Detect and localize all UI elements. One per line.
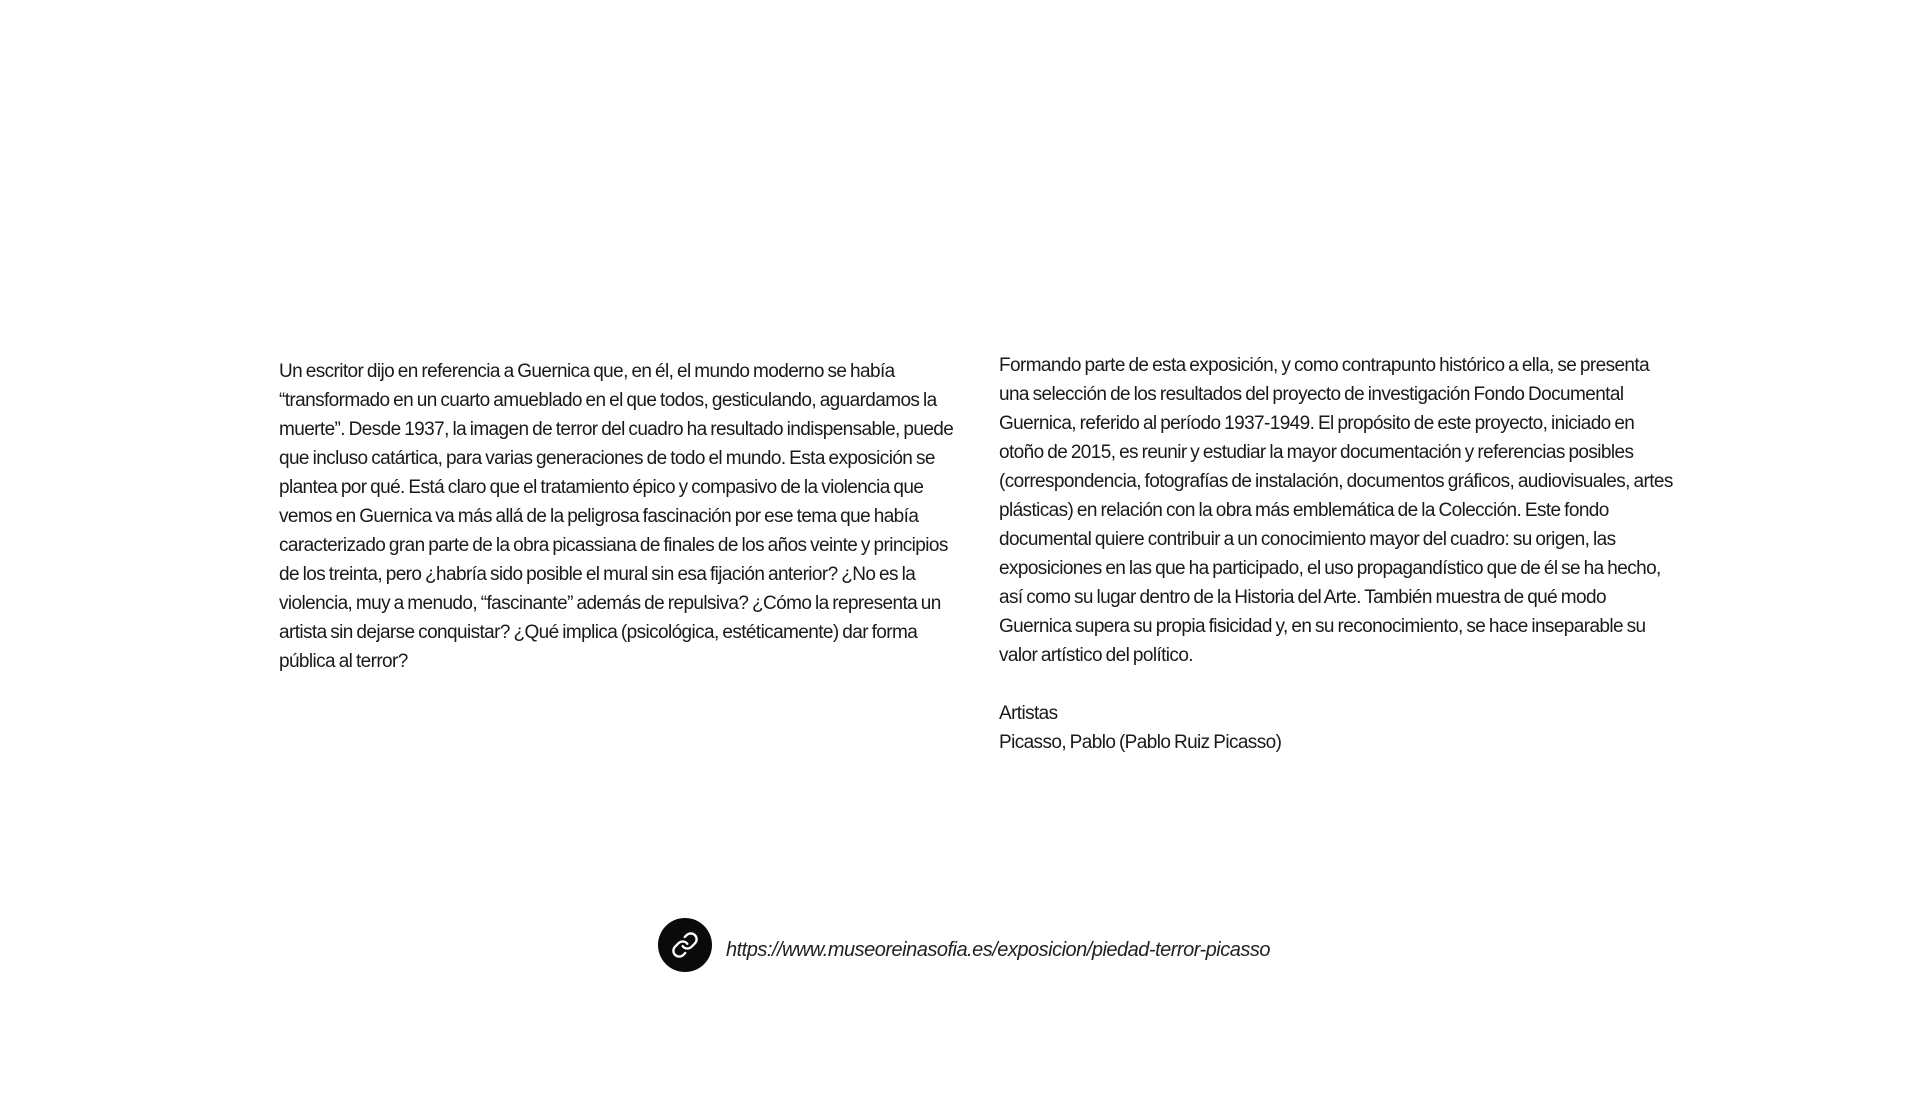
link-icon[interactable]: [658, 918, 712, 972]
right-column: [999, 351, 1679, 757]
context-paragraph: Formando parte de esta exposición, y como contrapunto histórico a ella, se presenta una selección de los resultados del proyecto de investigación Fondo Documental Guernica, referido al período 1937-1949. El propósito de este proyecto, iniciado en otoño de 2015, es reunir y estudiar la mayor documentación y referencias posibles (correspondencia, fotografías de instalación, documentos gráficos, audiovisuales, artes plásticas) en relación con la obra más emblemática de la Colección. Este fondo documental quiere contribuir a un conocimiento mayor del cuadro: su origen, las exposiciones en las que ha participado, el uso propagandístico que de él se ha hecho, así como su lugar dentro de la Historia del Arte. También muestra de qué modo Guernica supera su propia fisicidad y, en su reconocimiento, se hace inseparable su valor artístico del político.: [999, 355, 1673, 666]
artist-name: Picasso, Pablo (Pablo Ruiz Picasso): [999, 732, 1282, 753]
intro-paragraph: Un escritor dijo en referencia a Guernica que, en él, el mundo moderno se había “transformado en un cuarto amueblado en el que todos, gesticulando, aguardamos la muerte”. Desde 1937, la imagen de terror del cuadro ha resultado indispensable, puede que incluso catártica, para varias generaciones de todo el mundo. Esta exposición se plantea por qué. Está claro que el tratamiento épico y compasivo de la violencia que vemos en Guernica va más allá de la peligrosa fascinación por ese tema que había caracterizado gran parte de la obra picassiana de finales de los años veinte y principios de los treinta, pero ¿habría sido posible el mural sin esa fijación anterior? ¿No es la violencia, muy a menudo, “fascinante” además de repulsiva? ¿Cómo la representa un artista sin dejarse conquistar? ¿Qué implica (psicológica, estéticamente) dar forma pública al terror?: [279, 361, 954, 672]
exhibition-url[interactable]: https://www.museoreinasofia.es/exposicion/piedad-terror-picasso: [726, 938, 1270, 961]
artists-label: Artistas: [999, 703, 1058, 724]
exhibition-link[interactable]: [658, 918, 1270, 972]
left-column: [279, 357, 959, 676]
